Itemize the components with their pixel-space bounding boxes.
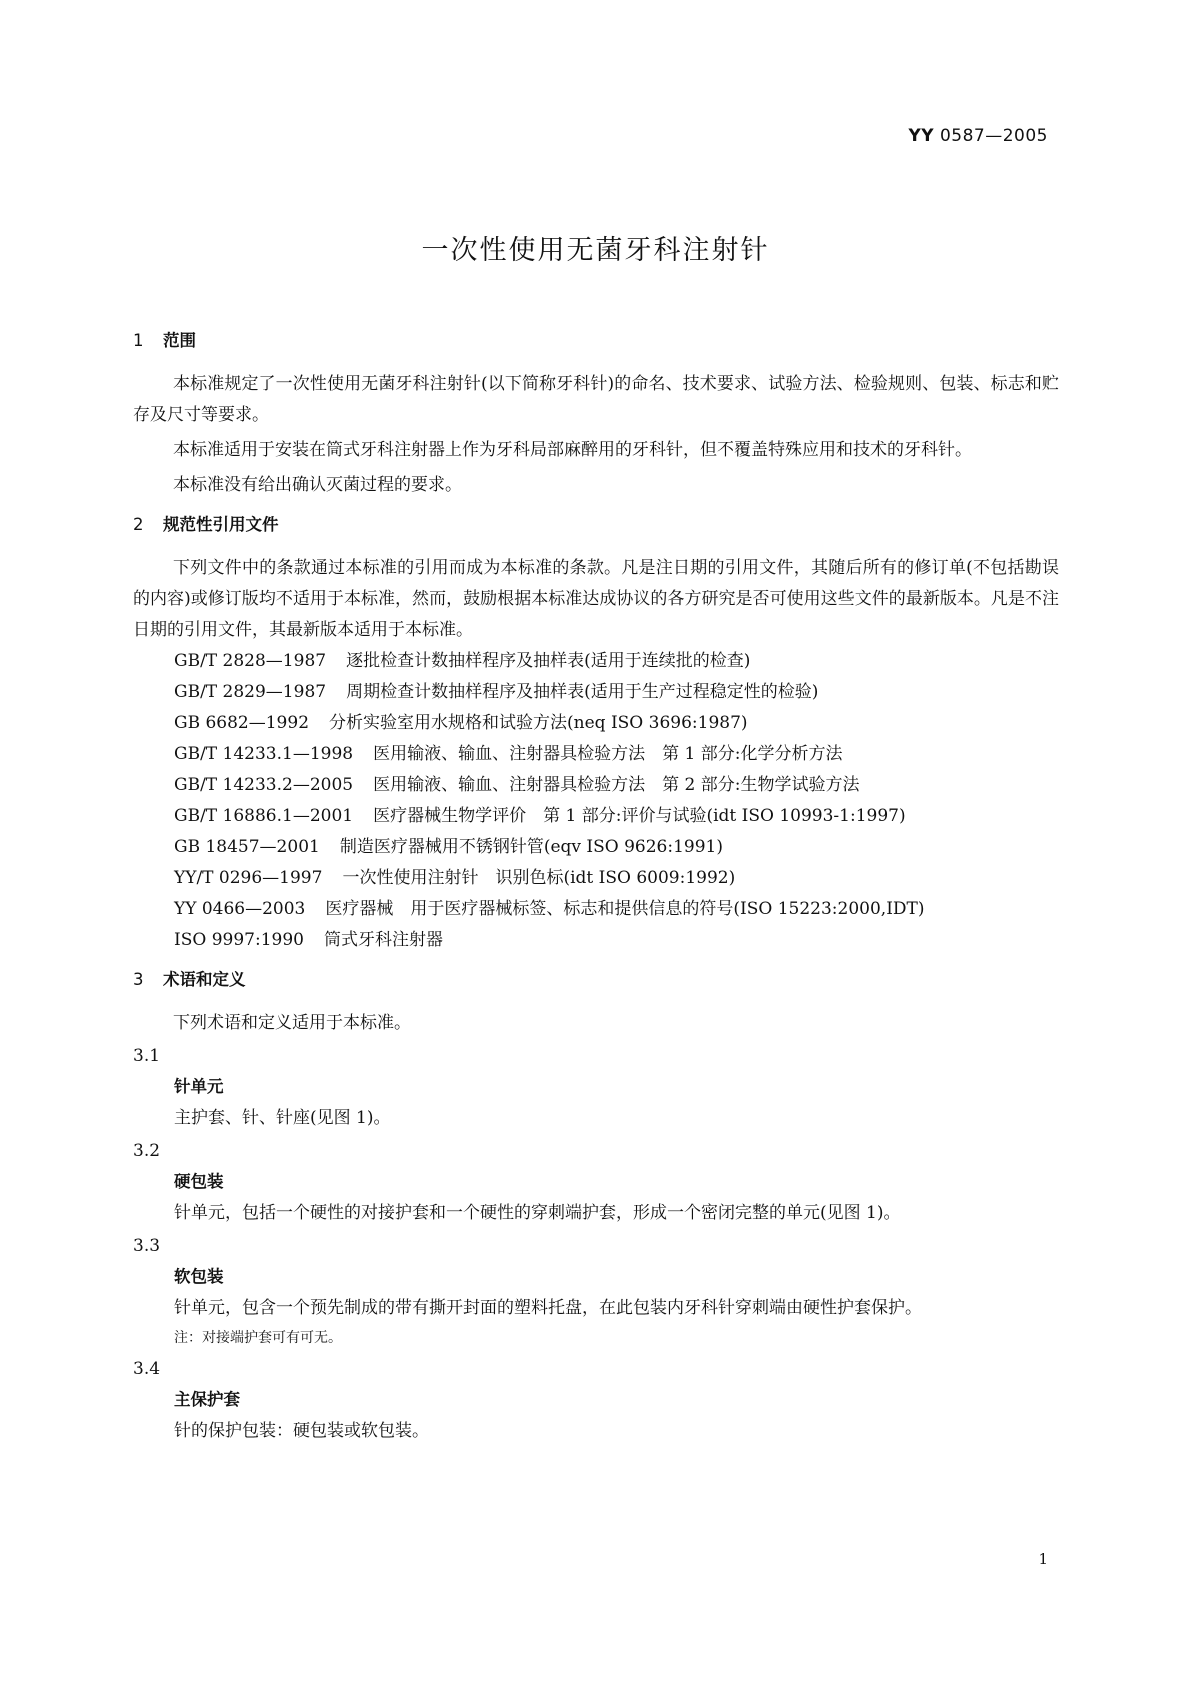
paragraph: 本标准规定了一次性使用无菌牙科注射针(以下简称牙科针)的命名、技术要求、试验方法、检验规则、包装、标志和贮存及尺寸等要求。 bbox=[133, 374, 1059, 425]
paragraph: 下列文件中的条款通过本标准的引用而成为本标准的条款。凡是注日期的引用文件，其随后所有的修订单(不包括勘误的内容)或修订版均不适用于本标准，然而，鼓励根据本标准达成协议的各方研究是否可使用这些文件的最新版本。凡是不注日期的引用文件，其最新版本适用于本标准。 bbox=[133, 558, 1059, 640]
reference-code: GB/T 2828—1987 bbox=[174, 651, 327, 671]
reference-item bbox=[133, 863, 1059, 894]
reference-code: YY/T 0296—1997 bbox=[174, 868, 323, 888]
term-name: 主保护套 bbox=[174, 1390, 240, 1409]
document-body bbox=[133, 325, 1059, 1447]
term-name: 针单元 bbox=[174, 1077, 224, 1096]
reference-list bbox=[133, 646, 1059, 956]
term-definition: 针单元，包括一个硬性的对接护套和一个硬性的穿刺端护套，形成一个密闭完整的单元(见图 1)。 bbox=[174, 1203, 901, 1223]
reference-code: ISO 9997:1990 bbox=[174, 930, 304, 950]
reference-item bbox=[133, 894, 1059, 925]
reference-item bbox=[133, 708, 1059, 739]
document-title: 一次性使用无菌牙科注射针 bbox=[421, 235, 770, 266]
reference-code: GB/T 14233.2—2005 bbox=[174, 775, 354, 795]
reference-item bbox=[133, 770, 1059, 801]
reference-code: YY 0466—2003 bbox=[174, 899, 306, 919]
section-title: 规范性引用文件 bbox=[163, 515, 279, 534]
term-number: 3.4 bbox=[133, 1359, 161, 1379]
reference-title: 周期检查计数抽样程序及抽样表(适用于生产过程稳定性的检验) bbox=[346, 682, 819, 702]
page-number: 1 bbox=[1038, 1550, 1048, 1568]
reference-item bbox=[133, 677, 1059, 708]
reference-item bbox=[133, 646, 1059, 677]
section-number: 3 bbox=[133, 970, 144, 989]
term-note: 注：对接端护套可有可无。 bbox=[174, 1330, 342, 1346]
term-definition: 针单元，包含一个预先制成的带有撕开封面的塑料托盘，在此包装内牙科针穿刺端由硬性护套保护。 bbox=[174, 1298, 922, 1318]
section-heading-terms bbox=[133, 964, 1059, 996]
standard-number bbox=[908, 126, 1048, 146]
reference-code: GB/T 16886.1—2001 bbox=[174, 806, 354, 826]
term-definition: 针的保护包装：硬包装或软包装。 bbox=[174, 1421, 429, 1441]
reference-code: GB 6682—1992 bbox=[174, 713, 310, 733]
paragraph: 本标准没有给出确认灭菌过程的要求。 bbox=[173, 475, 462, 495]
reference-code: GB/T 2829—1987 bbox=[174, 682, 327, 702]
reference-code: GB/T 14233.1—1998 bbox=[174, 744, 354, 764]
standard-code: 0587—2005 bbox=[939, 126, 1048, 146]
reference-title: 制造医疗器械用不锈钢针管(eqv ISO 9626:1991) bbox=[339, 837, 723, 857]
reference-title: 医疗器械 用于医疗器械标签、标志和提供信息的符号(ISO 15223:2000,IDT) bbox=[325, 899, 925, 919]
reference-title: 筒式牙科注射器 bbox=[323, 930, 443, 950]
reference-item bbox=[133, 801, 1059, 832]
reference-title: 医用输液、输血、注射器具检验方法 第 2 部分:生物学试验方法 bbox=[373, 775, 860, 795]
paragraph: 下列术语和定义适用于本标准。 bbox=[173, 1013, 411, 1033]
reference-item bbox=[133, 925, 1059, 956]
paragraph: 本标准适用于安装在筒式牙科注射器上作为牙科局部麻醉用的牙科针，但不覆盖特殊应用和技术的牙科针。 bbox=[173, 440, 972, 460]
term-definition: 主护套、针、针座(见图 1)。 bbox=[174, 1108, 391, 1128]
reference-title: 一次性使用注射针 识别色标(idt ISO 6009:1992) bbox=[342, 868, 736, 888]
term-name: 软包装 bbox=[174, 1267, 224, 1286]
term-number: 3.3 bbox=[133, 1236, 161, 1256]
term-number: 3.1 bbox=[133, 1046, 161, 1066]
term-name: 硬包装 bbox=[174, 1172, 224, 1191]
reference-title: 分析实验室用水规格和试验方法(neq ISO 3696:1987) bbox=[329, 713, 748, 733]
section-number: 2 bbox=[133, 515, 144, 534]
reference-title: 医用输液、输血、注射器具检验方法 第 1 部分:化学分析方法 bbox=[373, 744, 843, 764]
section-heading-scope bbox=[133, 325, 1059, 357]
reference-title: 医疗器械生物学评价 第 1 部分:评价与试验(idt ISO 10993-1:1997) bbox=[373, 806, 906, 826]
reference-item bbox=[133, 739, 1059, 770]
term-number: 3.2 bbox=[133, 1141, 161, 1161]
reference-code: GB 18457—2001 bbox=[174, 837, 320, 857]
section-heading-normative-references bbox=[133, 509, 1059, 541]
standard-prefix: YY bbox=[908, 126, 935, 146]
section-title: 范围 bbox=[163, 331, 196, 350]
section-title: 术语和定义 bbox=[163, 970, 246, 989]
section-number: 1 bbox=[133, 331, 144, 350]
reference-title: 逐批检查计数抽样程序及抽样表(适用于连续批的检查) bbox=[346, 651, 751, 671]
reference-item bbox=[133, 832, 1059, 863]
